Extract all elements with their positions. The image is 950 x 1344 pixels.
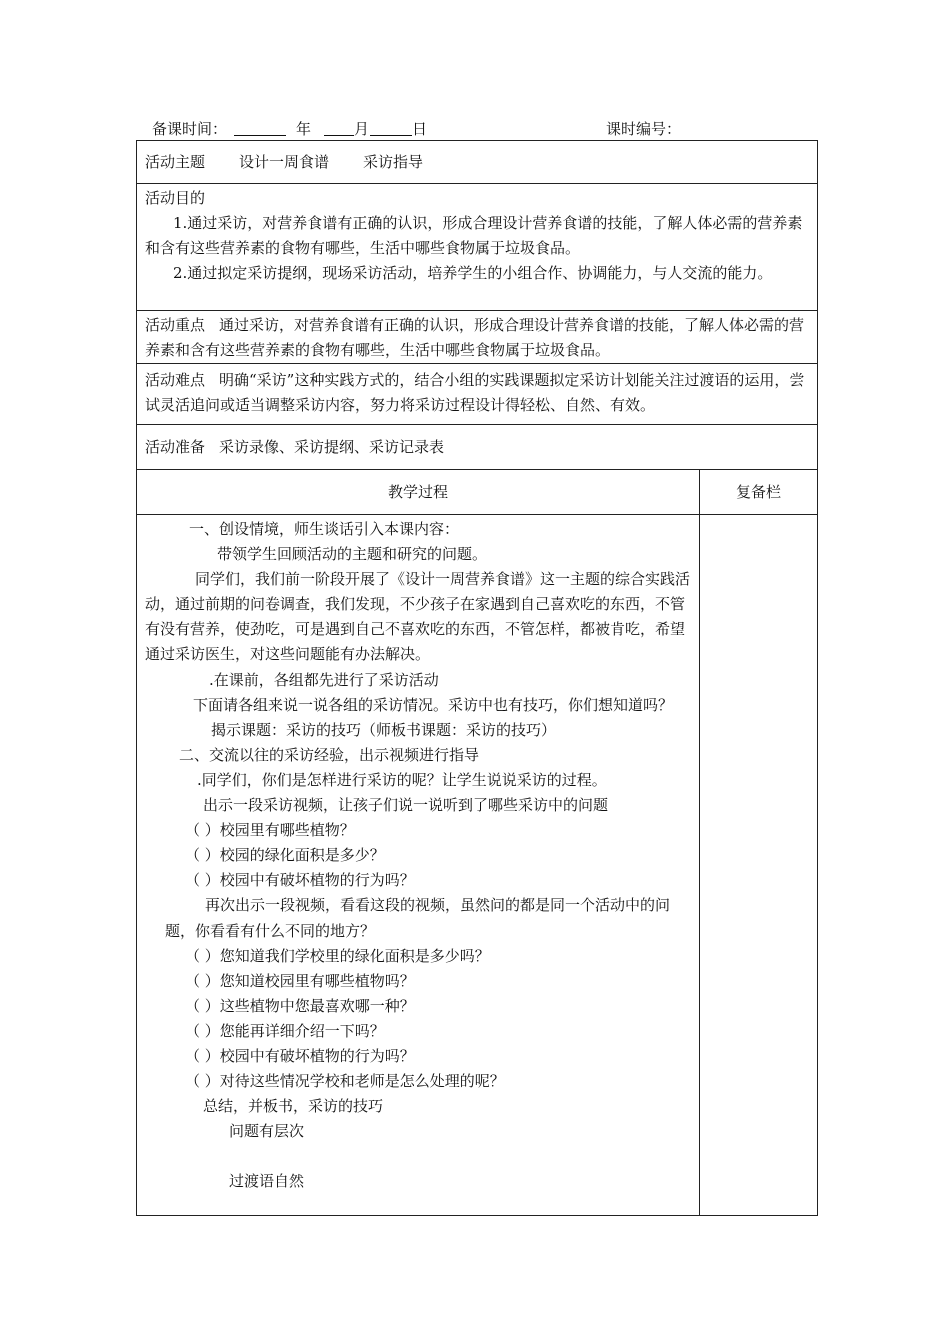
process-line: .在课前，各组都先进行了采访活动 — [209, 670, 439, 689]
month-label: 月 — [354, 120, 370, 138]
preparation-label: 活动准备 — [145, 437, 206, 456]
process-line: 总结，并板书，采访的技巧 — [203, 1097, 384, 1116]
process-line: 带领学生回顾活动的主题和研究的问题。 — [217, 545, 488, 564]
review-notes-cell[interactable] — [700, 515, 818, 1216]
theme-subtitle: 采访指导 — [363, 152, 424, 171]
theme-label: 活动主题 — [145, 152, 206, 171]
key-points-label: 活动重点 — [145, 316, 206, 334]
goals-row — [137, 184, 818, 311]
day-label: 日 — [412, 120, 428, 138]
process-line: 二、交流以往的采访经验，出示视频进行指导 — [179, 745, 480, 764]
theme-row — [137, 141, 818, 184]
year-blank[interactable] — [234, 118, 286, 136]
key-points-text: 通过采访，对营养食谱有正确的认识，形成合理设计营养食谱的技能，了解人体必需的营养素和含有这些营养素的食物有哪些，生活中哪些食物属于垃圾食品。 — [145, 316, 805, 359]
goal-item-2: 2.通过拟定采访提纲，现场采访活动，培养学生的小组合作、协调能力，与人交流的能力。 — [173, 264, 773, 282]
preparation-cell — [137, 425, 818, 470]
lesson-number-label: 课时编号： — [606, 120, 682, 138]
lesson-plan-table — [136, 140, 818, 1216]
year-label: 年 — [296, 120, 312, 138]
prep-time-label: 备课时间： — [152, 120, 228, 138]
process-line: 揭示课题：采访的技巧（师板书课题：采访的技巧） — [211, 720, 557, 739]
difficulties-row — [137, 364, 818, 425]
process-column-header: 教学过程 — [137, 470, 700, 515]
process-cell — [137, 515, 700, 1216]
process-line: 同学们，我们前一阶段开展了《设计一周营养食谱》这一主题的综合实践活动，通过前期的问卷调查，我们发现，不少孩子在家遇到自己喜欢吃的东西，不管有没有营养，使劲吃，可是遇到自己不喜欢吃的东西，不管怎样，都被肯吃，希望通过采访医生，对这些问题能有办法解决。 — [145, 570, 691, 664]
process-line: 一、创设情境，师生谈话引入本课内容： — [189, 520, 460, 538]
process-line: （ ）这些植物中您最喜欢哪一种？ — [185, 996, 415, 1015]
process-line: 下面请各组来说一说各组的采访情况。采访中也有技巧，你们想知道吗？ — [193, 695, 674, 714]
process-line: （ ）您能再详细介绍一下吗？ — [185, 1021, 385, 1040]
key-points-row — [137, 311, 818, 364]
theme-title: 设计一周食谱 — [239, 152, 330, 171]
month-blank[interactable] — [324, 118, 354, 136]
process-line — [145, 1144, 691, 1169]
process-line: 过渡语自然 — [229, 1172, 305, 1191]
process-line: 问题有层次 — [229, 1122, 305, 1141]
difficulties-text: 明确“采访”这种实践方式的，结合小组的实践课题拟定采访计划能关注过渡语的运用，尝试灵活追问或适当调整采访内容，努力将采访过程设计得轻松、自然、有效。 — [145, 371, 805, 414]
process-line: （ ）您知道我们学校里的绿化面积是多少吗？ — [185, 946, 490, 965]
process-line: .同学们，你们是怎样进行采访的呢？让学生说说采访的过程。 — [197, 770, 607, 789]
column-header-row — [137, 470, 818, 515]
process-row — [137, 515, 818, 1216]
review-column-header: 复备栏 — [700, 470, 818, 515]
theme-cell — [137, 141, 818, 184]
process-line: 出示一段采访视频，让孩子们说一说听到了哪些采访中的问题 — [203, 796, 609, 815]
preparation-text: 采访录像、采访提纲、采访记录表 — [219, 437, 445, 456]
difficulties-label: 活动难点 — [145, 371, 206, 389]
process-line: 再次出示一段视频，看看这段的视频，虽然问的都是同一个活动中的问题，你看看有什么不同的地方？ — [165, 896, 671, 940]
key-points-cell — [137, 311, 818, 364]
difficulties-cell — [137, 364, 818, 425]
goals-cell — [137, 184, 818, 311]
day-blank[interactable] — [370, 118, 412, 136]
lesson-header — [152, 118, 817, 140]
goal-item-1: 1.通过采访，对营养食谱有正确的认识，形成合理设计营养食谱的技能，了解人体必需的营养素和含有这些营养素的食物有哪些，生活中哪些食物属于垃圾食品。 — [145, 214, 803, 257]
process-line: （ ）校园的绿化面积是多少？ — [185, 846, 385, 865]
process-line: （ ）校园中有破坏植物的行为吗？ — [185, 871, 415, 890]
process-line: （ ）校园里有哪些植物？ — [185, 821, 355, 840]
process-line: （ ）校园中有破坏植物的行为吗？ — [185, 1046, 415, 1065]
preparation-row — [137, 425, 818, 470]
process-line: （ ）对待这些情况学校和老师是怎么处理的呢？ — [185, 1072, 505, 1091]
process-line: （ ）您知道校园里有哪些植物吗？ — [185, 971, 415, 990]
goals-label: 活动目的 — [145, 189, 206, 207]
